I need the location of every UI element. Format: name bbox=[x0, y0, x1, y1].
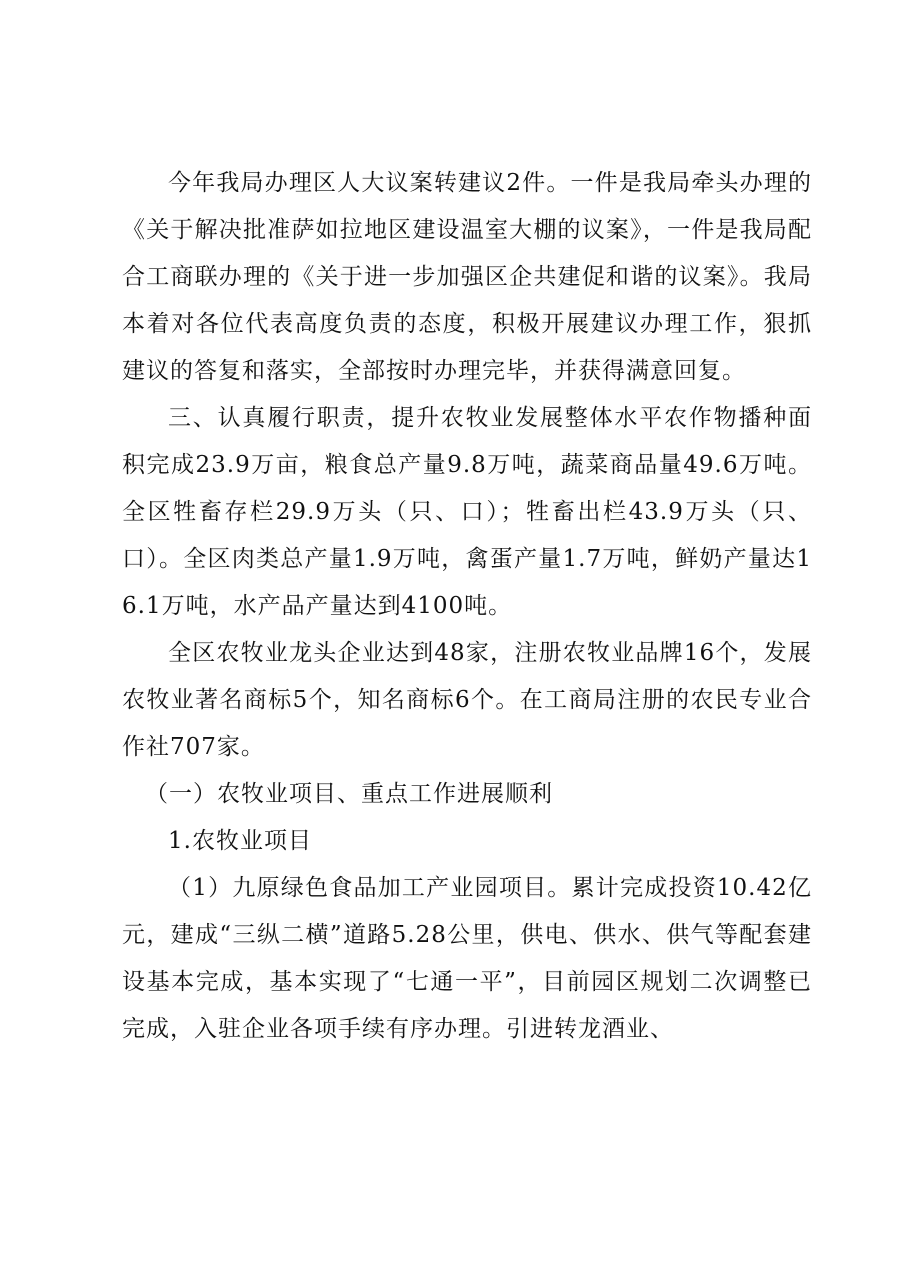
subsection-heading: 1.农牧业项目 bbox=[168, 828, 312, 854]
paragraph-project: （1）九原绿色食品加工产业园项目。累计完成投资10.42亿元，建成“三纵二横”道路5.28公里，供电、供水、供气等配套建设基本完成，基本实现了“七通一平”，目前园区规划二次调整已完成，入驻企业各项手续有序办理。引进转龙酒业、 bbox=[122, 875, 812, 1042]
paragraph-duties: 三、认真履行职责，提升农牧业发展整体水平农作物播种面积完成23.9万亩，粮食总产量9.8万吨，蔬菜商品量49.6万吨。全区牲畜存栏29.9万头（只、口）；牲畜出栏43.9万头（只、口）。全区肉类总产量1.9万吨，禽蛋产量1.7万吨，鲜奶产量达16.1万吨，水产品产量达到4100吨。 bbox=[122, 405, 812, 619]
paragraph-enterprises: 全区农牧业龙头企业达到48家，注册农牧业品牌16个，发展农牧业著名商标5个，知名商标6个。在工商局注册的农民专业合作社707家。 bbox=[122, 640, 812, 760]
paragraph-proposals: 今年我局办理区人大议案转建议2件。一件是我局牵头办理的《关于解决批准萨如拉地区建设温室大棚的议案》，一件是我局配合工商联办理的《关于进一步加强区企共建促和谐的议案》。我局本着对各位代表高度负责的态度，积极开展建议办理工作，狠抓建议的答复和落实，全部按时办理完毕，并获得满意回复。 bbox=[122, 170, 812, 384]
document-page bbox=[122, 160, 812, 1053]
section-heading: （一）农牧业项目、重点工作进展顺利 bbox=[145, 781, 553, 807]
